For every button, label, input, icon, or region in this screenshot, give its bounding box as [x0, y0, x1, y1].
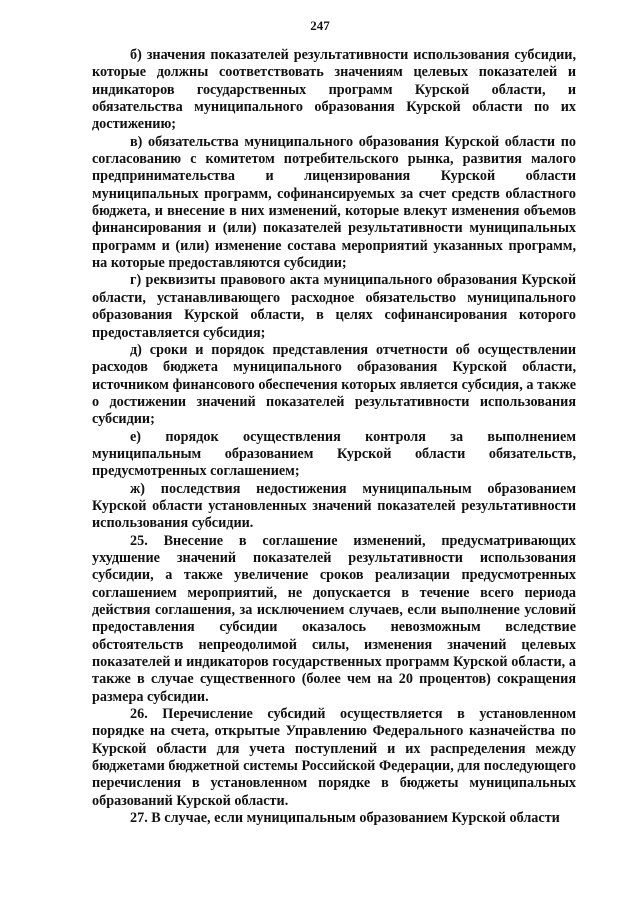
- paragraph-v: в) обязательства муниципального образования Курской области по согласованию с комитетом потребительского рынка, развития малого предпринимательства и лицензирования Курской области муниципальных программ, софинансируемых за счет средств областного бюджета, и внесение в них изменений, которые влекут изменения объемов финансирования и (или) показателей результативности муниципальных программ и (или) изменение состава мероприятий указанных программ, на которые предоставляются субсидии;: [92, 133, 576, 272]
- paragraph-g: г) реквизиты правового акта муниципального образования Курской области, устанавливающего расходное обязательство муниципального образования Курской области, в целях софинансирования которого предоставляется субсидия;: [92, 272, 576, 341]
- paragraph-27: 27. В случае, если муниципальным образованием Курской области: [130, 810, 560, 827]
- paragraph-26: 26. Перечисление субсидий осуществляется в установленном порядке на счета, открытые Управлению Федерального казначейства по Курской области для учета поступлений и их распределения между бюджетами бюджетной системы Российской Федерации, для последующего перечисления в установленном порядке в бюджеты муниципальных образований Курской области.: [92, 706, 576, 809]
- paragraph-d: д) сроки и порядок представления отчетности об осуществлении расходов бюджета муниципального образования Курской области, источником финансового обеспечения которых является субсидия, а также о достижении значений показателей результативности использования субсидии;: [92, 341, 576, 428]
- page-number: 247: [310, 18, 330, 33]
- paragraph-e: е) порядок осуществления контроля за выполнением муниципальным образованием Курской области обязательств, предусмотренных соглашением;: [92, 428, 576, 480]
- paragraph-25: 25. Внесение в соглашение изменений, предусматривающих ухудшение значений показателей результативности использования субсидии, а также увеличение сроков реализации предусмотренных соглашением мероприятий, не допускается в течение всего периода действия соглашения, за исключением случаев, если выполнение условий предоставления субсидии оказалось невозможным вследствие обстоятельств непреодолимой силы, изменения значений целевых показателей и индикаторов государственных программ Курской области, а также в случае существенного (более чем на 20 процентов) сокращения размера субсидии.: [92, 532, 576, 705]
- document-body: [92, 47, 576, 827]
- paragraph-zh: ж) последствия недостижения муниципальным образованием Курской области установленных значений показателей результативности использования субсидии.: [92, 480, 576, 532]
- paragraph-b: б) значения показателей результативности использования субсидии, которые должны соответствовать значениям целевых показателей и индикаторов государственных программ Курской области, и обязательства муниципального образования Курской области по их достижению;: [92, 47, 576, 133]
